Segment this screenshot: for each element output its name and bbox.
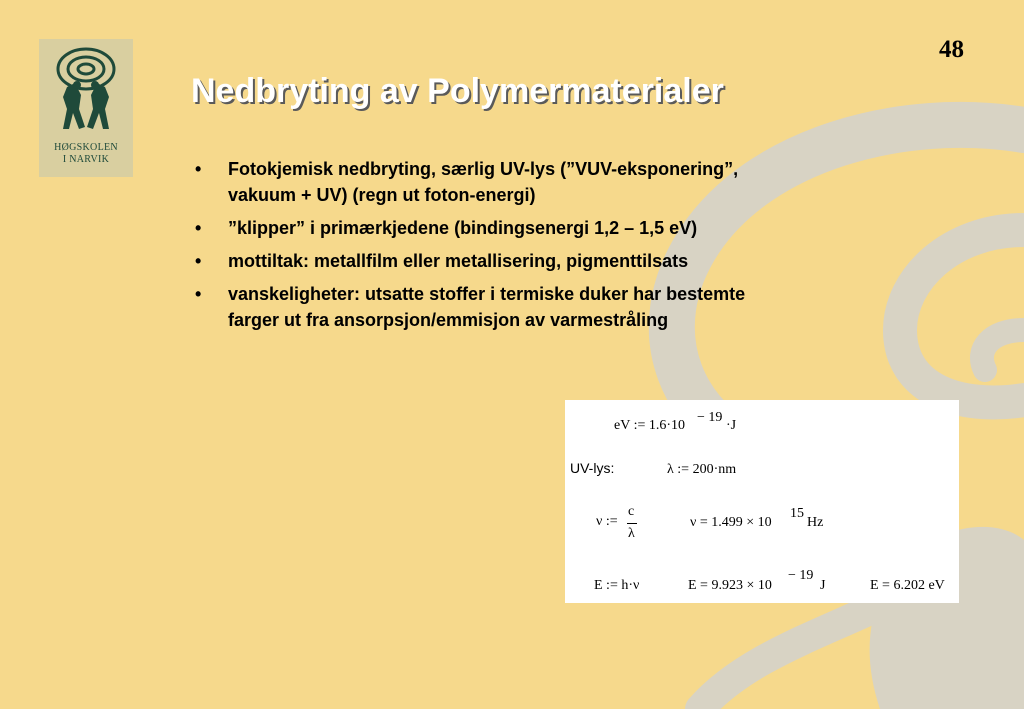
logo-text-line-1: HØGSKOLEN	[54, 142, 118, 153]
formula-energy-definition: E := h·ν	[594, 578, 640, 593]
formula-frequency-result: ν = 1.499 × 10	[690, 515, 772, 530]
formula-energy-result: E = 9.923 × 10	[688, 578, 772, 593]
formula-energy-unit: J	[820, 578, 826, 593]
formula-ev-unit: ·J	[726, 418, 737, 433]
formula-ev-definition: eV := 1.6·10	[614, 418, 686, 433]
slide-title: Nedbryting av Polymermaterialer	[191, 72, 724, 110]
bullet-text-line: mottiltak: metallfilm eller metallisering, pigmenttilsats	[228, 251, 689, 271]
logo-text-line-2: I NARVIK	[62, 154, 110, 165]
formula-frequency-lhs: ν :=	[596, 514, 618, 529]
bullet-item	[195, 215, 935, 241]
uv-light-label: UV-lys:	[570, 460, 615, 476]
page-number: 48	[939, 36, 964, 63]
bullet-text-line: vanskeligheter: utsatte stoffer i termiske duker har bestemte	[228, 284, 746, 304]
bullet-item	[195, 281, 935, 333]
formula-energy-exponent: − 19	[788, 568, 814, 583]
bullet-marker: •	[195, 159, 202, 179]
bullet-text-line: Fotokjemisk nedbryting, særlig UV-lys (”VUV-eksponering”,	[228, 159, 739, 179]
bullet-text-line: vakuum + UV) (regn ut foton-energi)	[228, 185, 536, 205]
formula-ev-exponent: − 19	[697, 410, 723, 425]
formula-wavelength: λ := 200·nm	[667, 462, 737, 477]
fraction-bar	[627, 523, 637, 524]
bullet-item	[195, 248, 935, 274]
atlas-globe-logo-icon	[39, 39, 133, 144]
formula-energy-ev: E = 6.202 eV	[870, 578, 945, 593]
bullet-item	[195, 156, 935, 208]
bullet-text-line: farger ut fra ansorpsjon/emmisjon av varmestråling	[228, 310, 669, 330]
formula-frequency-unit: Hz	[807, 515, 824, 530]
formula-frequency-exponent: 15	[790, 506, 804, 521]
formula-frequency-denominator: λ	[628, 526, 635, 541]
bullet-text-line: ”klipper” i primærkjedene (bindingsenergi 1,2 – 1,5 eV)	[228, 218, 698, 238]
bullet-marker: •	[195, 284, 202, 304]
school-logo	[39, 39, 133, 177]
bullet-marker: •	[195, 218, 202, 238]
bullet-list	[195, 156, 935, 340]
bullet-marker: •	[195, 251, 202, 271]
formula-frequency-numerator: c	[628, 504, 635, 519]
